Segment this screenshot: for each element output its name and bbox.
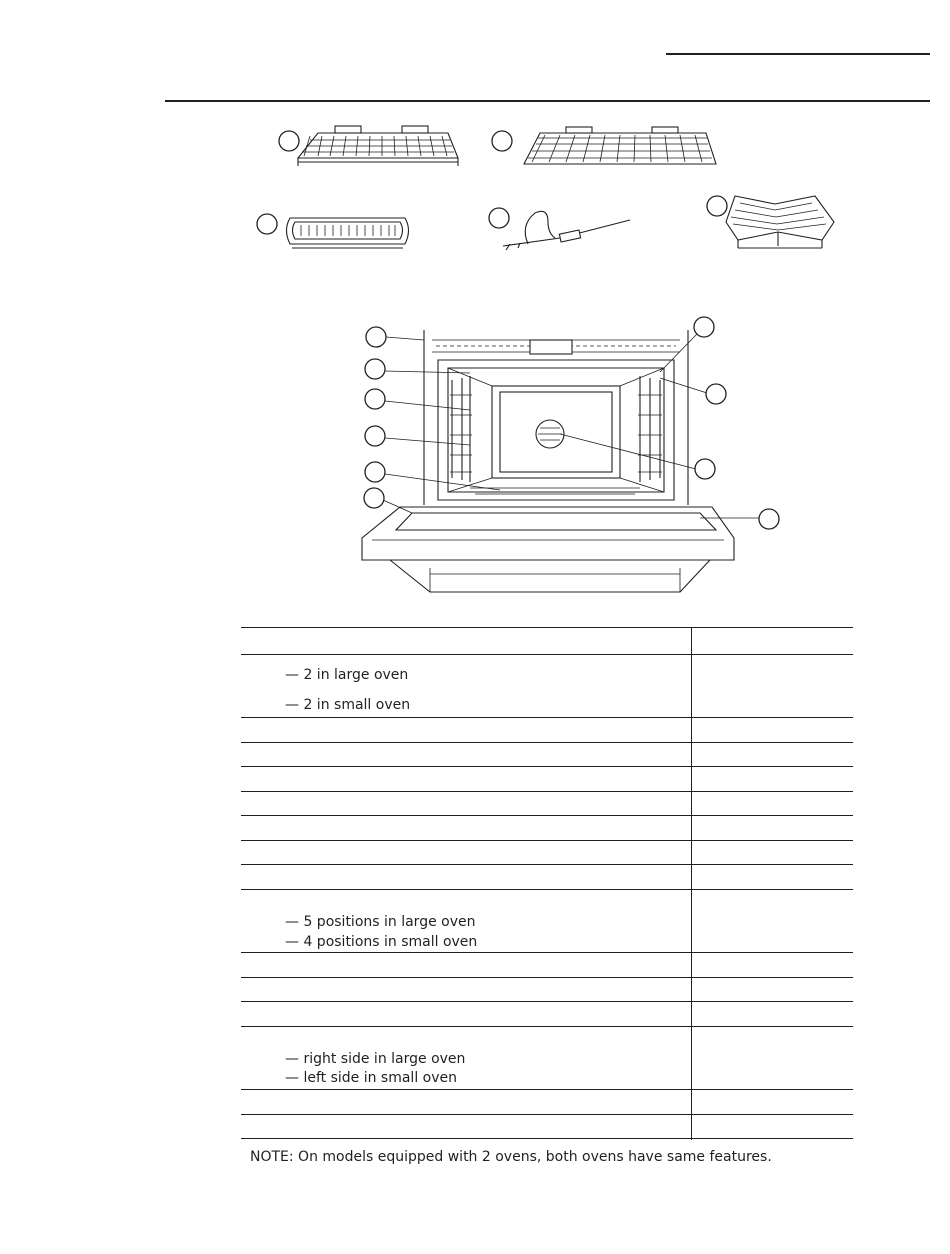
callout-15 bbox=[759, 509, 779, 529]
probe-icon bbox=[503, 211, 630, 250]
table-row bbox=[241, 1027, 853, 1090]
callout-8 bbox=[365, 389, 385, 409]
row-sub-line: — left side in small oven bbox=[285, 1070, 457, 1086]
table-row bbox=[241, 1115, 853, 1139]
table-row bbox=[241, 718, 853, 743]
row-sub-line: — 2 in small oven bbox=[285, 697, 411, 713]
callout-7 bbox=[365, 359, 385, 379]
row-sub-line: — right side in large oven bbox=[285, 1051, 466, 1067]
table-row bbox=[241, 1090, 853, 1115]
table-row-header bbox=[241, 628, 853, 655]
table-row bbox=[241, 743, 853, 767]
table-row bbox=[241, 1002, 853, 1027]
broiler-pan-icon bbox=[287, 218, 409, 248]
table-row bbox=[241, 890, 853, 953]
oven-rack-icon bbox=[524, 127, 716, 164]
callout-5 bbox=[707, 196, 727, 216]
callout-4 bbox=[489, 208, 509, 228]
callout-1 bbox=[279, 131, 299, 151]
table-row bbox=[241, 865, 853, 890]
callout-12 bbox=[694, 317, 714, 337]
callout-13 bbox=[706, 384, 726, 404]
roasting-rack-icon bbox=[726, 196, 834, 248]
row-sub-line: — 4 positions in small oven bbox=[285, 934, 478, 950]
callout-14 bbox=[695, 459, 715, 479]
table-row bbox=[241, 978, 853, 1002]
callout-10 bbox=[365, 462, 385, 482]
row-sub-line: — 2 in large oven bbox=[285, 667, 409, 683]
note-text: NOTE: On models equipped with 2 ovens, both ovens have same features. bbox=[250, 1149, 772, 1165]
table-row bbox=[241, 841, 853, 865]
table-row bbox=[241, 767, 853, 792]
table-row bbox=[241, 792, 853, 816]
table-row bbox=[241, 953, 853, 978]
table-row bbox=[241, 655, 853, 718]
features-table bbox=[241, 627, 853, 1139]
callout-2 bbox=[492, 131, 512, 151]
callout-11 bbox=[364, 488, 384, 508]
callout-6 bbox=[366, 327, 386, 347]
oven-rack-icon bbox=[298, 126, 458, 166]
row-sub-line: — 5 positions in large oven bbox=[285, 914, 476, 930]
callout-9 bbox=[365, 426, 385, 446]
oven-interior-illustration bbox=[362, 330, 734, 592]
table-row bbox=[241, 816, 853, 841]
callout-3 bbox=[257, 214, 277, 234]
accessories-and-oven-illustration bbox=[0, 0, 950, 620]
